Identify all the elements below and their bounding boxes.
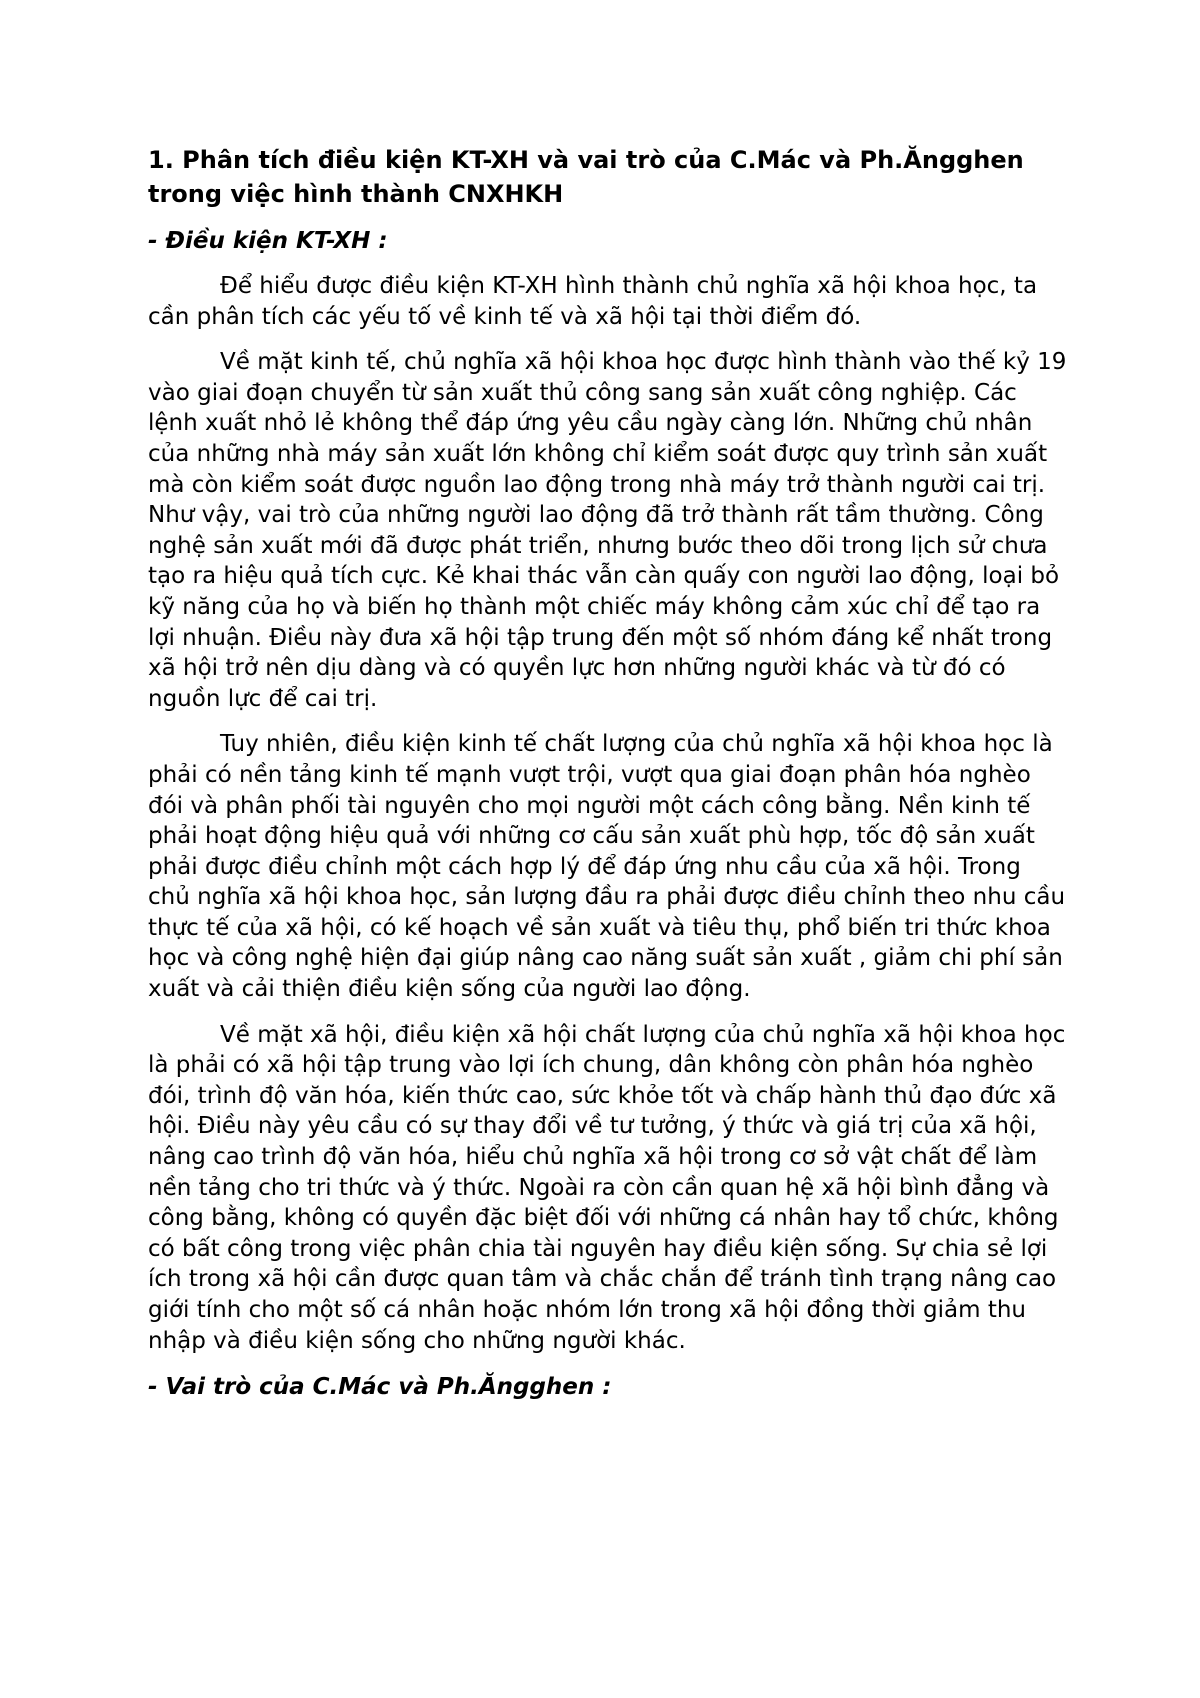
section-heading-role: - Vai trò của C.Mác và Ph.Ăngghen :: [148, 1374, 612, 1401]
paragraph-intro: Để hiểu được điều kiện KT-XH hình thành chủ nghĩa xã hội khoa học, ta cần phân tích các yếu tố về kinh tế và xã hội tại thời điểm đó.: [148, 273, 1038, 330]
section-heading-conditions: - Điều kiện KT-XH :: [148, 228, 388, 254]
paragraph-economic-conditions: Tuy nhiên, điều kiện kinh tế chất lượng của chủ nghĩa xã hội khoa học là phải có nền tảng kinh tế mạnh vượt trội, vượt qua giai đoạn phân hóa nghèo đói và phân phối tài nguyên cho mọi người một cách công bằng. Nền kinh tế phải hoạt động hiệu quả với những cơ cấu sản xuất phù hợp, tốc độ sản xuất phải được điều chỉnh một cách hợp lý để đáp ứng nhu cầu của xã hội. Trong chủ nghĩa xã hội khoa học, sản lượng đầu ra phải được điều chỉnh theo nhu cầu thực tế của xã hội, có kế hoạch về sản xuất và tiêu thụ, phổ biến tri thức khoa học và công nghệ hiện đại giúp nâng cao năng suất sản xuất , giảm chi phí sản xuất và cải thiện điều kiện sống của người lao động.: [148, 731, 1066, 1003]
paragraph-society: Về mặt xã hội, điều kiện xã hội chất lượng của chủ nghĩa xã hội khoa học là phải có xã hội tập trung vào lợi ích chung, dân không còn phân hóa nghèo đói, trình độ văn hóa, kiến thức cao, sức khỏe tốt và chấp hành thủ đạo đức xã hội. Điều này yêu cầu có sự thay đổi về tư tưởng, ý thức và giá trị của xã hội, nâng cao trình độ văn hóa, hiểu chủ nghĩa xã hội trong cơ sở vật chất để làm nền tảng cho tri thức và ý thức. Ngoài ra còn cần quan hệ xã hội bình đẳng và công bằng, không có quyền đặc biệt đối với những cá nhân hay tổ chức, không có bất công trong việc phân chia tài nguyên hay điều kiện sống. Sự chia sẻ lợi ích trong xã hội cần được quan tâm và chắc chắn để tránh tình trạng nâng cao giới tính cho một số cá nhân hoặc nhóm lớn trong xã hội đồng thời giảm thu nhập và điều kiện sống cho những người khác.: [148, 1021, 1066, 1354]
document-title: 1. Phân tích điều kiện KT-XH và vai trò của C.Mác và Ph.Ăngghen trong việc hình thành CNXHKH: [148, 146, 1024, 208]
document-page: [148, 143, 1068, 1417]
paragraph-economy: Về mặt kinh tế, chủ nghĩa xã hội khoa học được hình thành vào thế kỷ 19 vào giai đoạn chuyển từ sản xuất thủ công sang sản xuất công nghiệp. Các lệnh xuất nhỏ lẻ không thể đáp ứng yêu cầu ngày càng lớn. Những chủ nhân của những nhà máy sản xuất lớn không chỉ kiểm soát được quy trình sản xuất mà còn kiểm soát được nguồn lao động trong nhà máy trở thành người cai trị. Như vậy, vai trò của những người lao động đã trở thành rất tầm thường. Công nghệ sản xuất mới đã được phát triển, nhưng bước theo dõi trong lịch sử chưa tạo ra hiệu quả tích cực. Kẻ khai thác vẫn càn quấy con người lao động, loại bỏ kỹ năng của họ và biến họ thành một chiếc máy không cảm xúc chỉ để tạo ra lợi nhuận. Điều này đưa xã hội tập trung đến một số nhóm đáng kể nhất trong xã hội trở nên dịu dàng và có quyền lực hơn những người khác và từ đó có nguồn lực để cai trị.: [148, 349, 1067, 712]
